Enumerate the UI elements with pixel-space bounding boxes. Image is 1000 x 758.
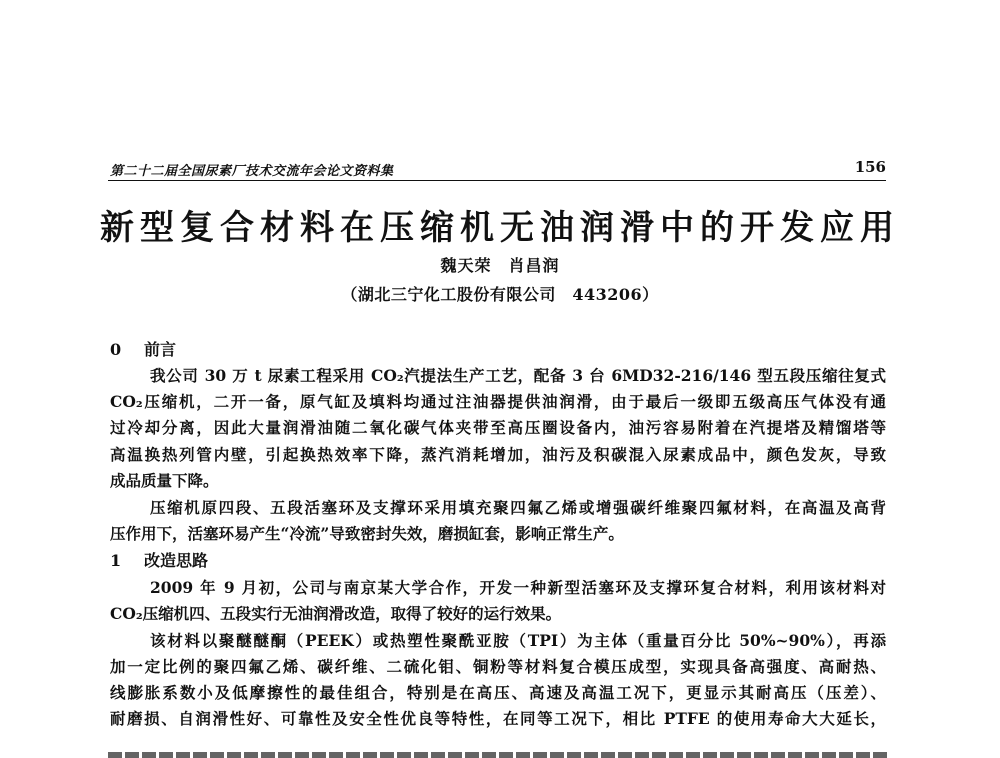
section-number: 0 (110, 340, 122, 359)
body-line: 压作用下，活塞环易产生“冷流”导致密封失效，磨损缸套，影响正常生产。 (110, 524, 624, 543)
section-number: 1 (110, 551, 122, 570)
affiliation: （湖北三宁化工股份有限公司 443206） (341, 285, 659, 304)
body-line: 加一定比例的聚四氟乙烯、碳纤维、二硫化钼、铜粉等材料复合模压成型，实现具备高强度、高耐热、 (110, 657, 886, 676)
body-line: 过冷却分离，因此大量润滑油随二氧化碳气体夹带至高压圈设备内，油污容易附着在汽提塔及精馏塔等 (110, 418, 886, 437)
body-line: CO₂压缩机四、五段实行无油润滑改造，取得了较好的运行效果。 (110, 604, 562, 623)
body-line: 我公司 30 万 t 尿素工程采用 CO₂汽提法生产工艺，配备 3 台 6MD32-216/146 型五段压缩往复式 (150, 366, 886, 385)
journal-title: 第二十二届全国尿素厂技术交流年会论文资料集 (110, 164, 394, 179)
body-line: 线膨胀系数小及低摩擦性的最佳组合，特别是在高压、高速及高温工况下，更显示其耐高压（压差）、 (110, 683, 886, 702)
paper-title: 新型复合材料在压缩机无油润滑中的开发应用 (100, 208, 900, 248)
cropped-next-line (108, 752, 888, 758)
section-title: 前言 (144, 340, 177, 359)
body-line: 耐磨损、自润滑性好、可靠性及安全性优良等特性，在同等工况下，相比 PTFE 的使用寿命大大延长， (110, 709, 886, 728)
body-line: 成品质量下降。 (110, 471, 219, 490)
section-title: 改造思路 (144, 551, 209, 570)
authors: 魏天荣 肖昌润 (440, 256, 560, 275)
section-heading-0 (110, 339, 886, 361)
body-line: 压缩机原四段、五段活塞环及支撑环采用填充聚四氟乙烯或增强碳纤维聚四氟材料，在高温及高背 (150, 498, 886, 517)
body-line: 高温换热列管内壁，引起换热效率下降，蒸汽消耗增加，油污及积碳混入尿素成品中，颜色发灰，导致 (110, 445, 886, 464)
body-line: CO₂压缩机，二开一备，原气缸及填料均通过注油器提供油润滑，由于最后一级即五级高压气体没有通 (110, 392, 886, 411)
body-line: 2009 年 9 月初，公司与南京某大学合作，开发一种新型活塞环及支撑环复合材料，利用该材料对 (150, 578, 886, 597)
section-heading-1 (110, 550, 886, 572)
page-number: 156 (854, 158, 886, 176)
body-line: 该材料以聚醚醚酮（PEEK）或热塑性聚酰亚胺（TPI）为主体（重量百分比 50%~90%），再添 (150, 631, 886, 650)
running-header (108, 158, 886, 181)
